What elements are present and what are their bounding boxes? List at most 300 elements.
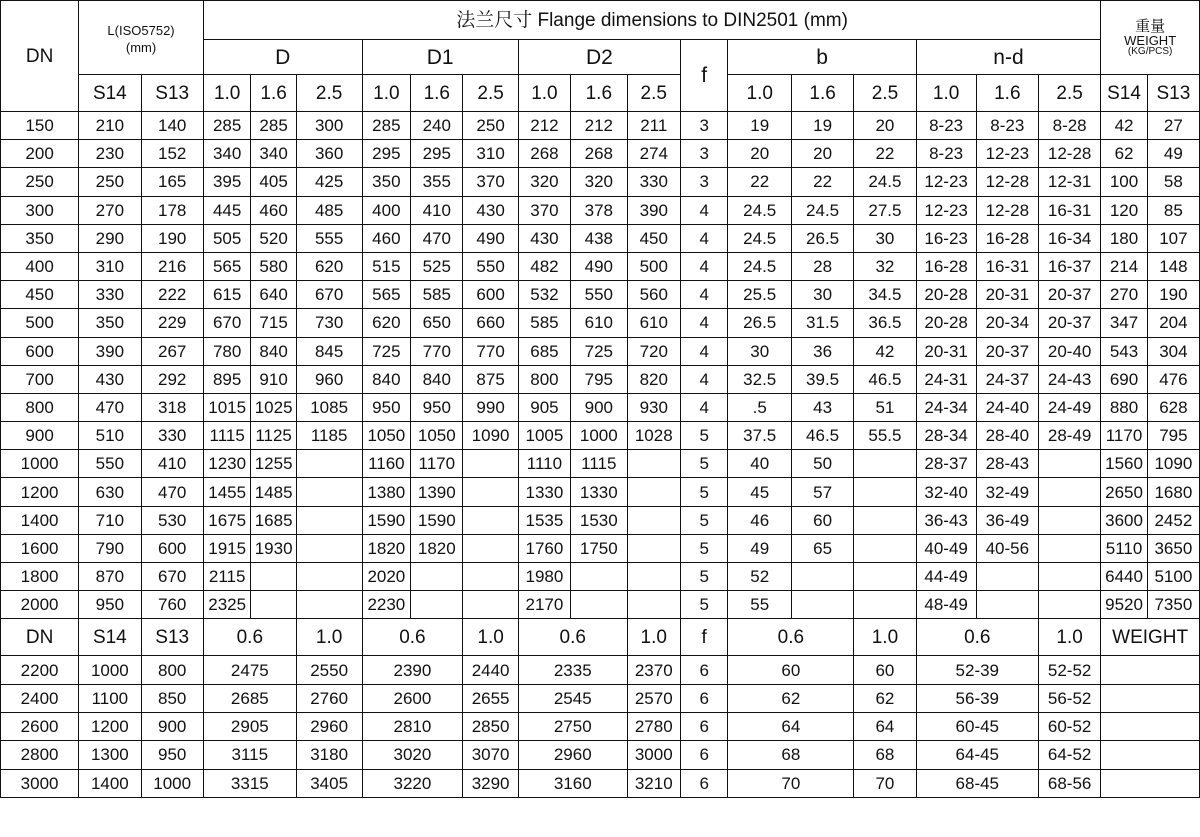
table-cell: 410 — [141, 450, 203, 478]
table-cell: 65 — [791, 534, 853, 562]
table-cell: 490 — [463, 224, 519, 252]
table-cell: 1050 — [362, 422, 411, 450]
table-cell: 330 — [79, 281, 141, 309]
table-cell: 710 — [79, 506, 141, 534]
table-cell — [570, 563, 627, 591]
table-cell: 1000 — [570, 422, 627, 450]
table-row — [1, 563, 1200, 591]
table-cell: 5 — [680, 506, 728, 534]
header-s13: S13 — [1147, 75, 1199, 112]
table-cell: 148 — [1147, 252, 1199, 280]
table-cell: 2370 — [627, 656, 680, 684]
table-cell: 4 — [680, 252, 728, 280]
table-cell: 46 — [728, 506, 791, 534]
table-cell: 470 — [79, 393, 141, 421]
table-cell: 840 — [251, 337, 296, 365]
dn-cell: 2000 — [1, 591, 79, 619]
table-cell: 36 — [791, 337, 853, 365]
table-cell: 270 — [79, 196, 141, 224]
table-cell: 1085 — [296, 393, 362, 421]
sub-header-s14: S14 — [79, 619, 141, 656]
table-cell — [296, 506, 362, 534]
table-cell: 24-37 — [976, 365, 1038, 393]
sub-header-pressure: 0.6 — [916, 619, 1038, 656]
table-row — [1, 168, 1200, 196]
table-cell: 56-52 — [1038, 684, 1100, 712]
dn-cell: 800 — [1, 393, 79, 421]
table-cell: 1485 — [251, 478, 296, 506]
table-cell: 20-40 — [1038, 337, 1100, 365]
table-cell: 610 — [627, 309, 680, 337]
table-cell: 2170 — [518, 591, 570, 619]
table-cell: 8-23 — [916, 140, 976, 168]
table-cell: 2760 — [296, 684, 362, 712]
table-cell — [463, 534, 519, 562]
table-cell: 565 — [362, 281, 411, 309]
table-cell: 2230 — [362, 591, 411, 619]
table-cell: 52-52 — [1038, 656, 1100, 684]
table-cell: 875 — [463, 365, 519, 393]
table-cell: 950 — [362, 393, 411, 421]
table-cell: 42 — [1101, 112, 1147, 140]
pressure-label: 1.0 — [203, 75, 251, 112]
table-cell: 2440 — [463, 656, 519, 684]
table-cell: 430 — [79, 365, 141, 393]
table-cell: 45 — [728, 478, 791, 506]
table-cell: 550 — [570, 281, 627, 309]
table-cell: 12-28 — [976, 196, 1038, 224]
table-cell: 320 — [518, 168, 570, 196]
table-cell: 24-34 — [916, 393, 976, 421]
weight-empty-cell — [1101, 741, 1200, 769]
table-cell: 285 — [251, 112, 296, 140]
table-row — [1, 712, 1200, 740]
table-cell: 24-43 — [1038, 365, 1100, 393]
table-cell: 2750 — [518, 712, 627, 740]
table-cell: 845 — [296, 337, 362, 365]
table-cell: 445 — [203, 196, 251, 224]
table-cell: 515 — [362, 252, 411, 280]
table-cell — [296, 591, 362, 619]
table-cell: 476 — [1147, 365, 1199, 393]
table-cell: 1300 — [79, 741, 141, 769]
table-cell: 430 — [518, 224, 570, 252]
table-cell: 3220 — [362, 769, 463, 797]
table-cell — [1038, 591, 1100, 619]
table-cell: 660 — [463, 309, 519, 337]
table-cell: 43 — [791, 393, 853, 421]
table-cell: 3210 — [627, 769, 680, 797]
table-cell: 20-28 — [916, 309, 976, 337]
group-b: b — [728, 40, 916, 75]
table-cell: 30 — [728, 337, 791, 365]
table-cell: 318 — [141, 393, 203, 421]
dn-cell: 2600 — [1, 712, 79, 740]
table-cell: 690 — [1101, 365, 1147, 393]
table-cell: 211 — [627, 112, 680, 140]
table-cell: 55.5 — [854, 422, 916, 450]
table-cell: 990 — [463, 393, 519, 421]
dn-cell: 350 — [1, 224, 79, 252]
table-cell: 3 — [680, 112, 728, 140]
table-cell: 725 — [570, 337, 627, 365]
table-cell: 36.5 — [854, 309, 916, 337]
table-cell: 1170 — [411, 450, 463, 478]
table-cell: 64-45 — [916, 741, 1038, 769]
table-cell — [791, 591, 853, 619]
table-cell — [976, 563, 1038, 591]
table-cell: 68 — [728, 741, 854, 769]
header-weight-en: WEIGHT — [1124, 32, 1177, 48]
header-weight — [1101, 1, 1200, 75]
table-cell: 3 — [680, 168, 728, 196]
table-cell: 720 — [627, 337, 680, 365]
table-cell: 44-49 — [916, 563, 976, 591]
table-cell: 600 — [141, 534, 203, 562]
group-d2: D2 — [518, 40, 680, 75]
table-cell — [627, 478, 680, 506]
table-cell: 1750 — [570, 534, 627, 562]
table-cell — [854, 506, 916, 534]
table-cell: 3405 — [296, 769, 362, 797]
table-cell — [854, 591, 916, 619]
table-cell — [296, 478, 362, 506]
table-cell: 790 — [79, 534, 141, 562]
table-cell: 1760 — [518, 534, 570, 562]
table-cell: 60 — [791, 506, 853, 534]
table-cell: 6 — [680, 712, 728, 740]
table-cell: 27 — [1147, 112, 1199, 140]
table-cell: 500 — [627, 252, 680, 280]
table-cell: 24-31 — [916, 365, 976, 393]
table-cell: 1820 — [362, 534, 411, 562]
table-cell: 6 — [680, 741, 728, 769]
table-cell: 20-37 — [976, 337, 1038, 365]
dn-cell: 1600 — [1, 534, 79, 562]
table-row — [1, 224, 1200, 252]
table-row — [1, 365, 1200, 393]
table-cell: 2960 — [296, 712, 362, 740]
table-cell: 850 — [141, 684, 203, 712]
table-cell: 550 — [79, 450, 141, 478]
table-cell: 800 — [518, 365, 570, 393]
table-cell: 274 — [627, 140, 680, 168]
table-cell: 1185 — [296, 422, 362, 450]
dn-cell: 1000 — [1, 450, 79, 478]
table-cell: 12-23 — [916, 168, 976, 196]
table-cell: 615 — [203, 281, 251, 309]
table-cell: 12-23 — [916, 196, 976, 224]
table-cell: 1400 — [79, 769, 141, 797]
table-cell: 640 — [251, 281, 296, 309]
table-cell: 16-28 — [976, 224, 1038, 252]
table-cell — [296, 450, 362, 478]
table-cell: 26.5 — [728, 309, 791, 337]
table-cell: 715 — [251, 309, 296, 337]
table-cell: 214 — [1101, 252, 1147, 280]
table-cell: 70 — [728, 769, 854, 797]
table-cell: 9520 — [1101, 591, 1147, 619]
table-cell: 370 — [463, 168, 519, 196]
pressure-label: 2.5 — [627, 75, 680, 112]
table-cell: 960 — [296, 365, 362, 393]
table-cell: 505 — [203, 224, 251, 252]
sub-header-pressure: 0.6 — [518, 619, 627, 656]
table-cell — [627, 534, 680, 562]
table-cell: 31.5 — [791, 309, 853, 337]
table-cell: 870 — [79, 563, 141, 591]
header-length-label: L(ISO5752) — [107, 22, 175, 38]
table-cell: 64 — [854, 712, 916, 740]
table-cell — [627, 591, 680, 619]
table-row — [1, 252, 1200, 280]
dn-cell: 900 — [1, 422, 79, 450]
table-cell: 24.5 — [728, 252, 791, 280]
table-cell: 22 — [854, 140, 916, 168]
table-cell: 107 — [1147, 224, 1199, 252]
table-cell — [1038, 478, 1100, 506]
table-cell: 165 — [141, 168, 203, 196]
table-cell: 1915 — [203, 534, 251, 562]
table-cell: 12-23 — [976, 140, 1038, 168]
table-row — [1, 478, 1200, 506]
table-cell: 46.5 — [791, 422, 853, 450]
table-cell: 48-49 — [916, 591, 976, 619]
table-cell — [854, 450, 916, 478]
table-cell: 32-40 — [916, 478, 976, 506]
table-cell: 5 — [680, 450, 728, 478]
table-cell: 19 — [791, 112, 853, 140]
header-s14: S14 — [79, 75, 141, 112]
dn-cell: 2400 — [1, 684, 79, 712]
table-cell: 42 — [854, 337, 916, 365]
dn-cell: 250 — [1, 168, 79, 196]
table-cell — [854, 534, 916, 562]
table-cell: 20-31 — [916, 337, 976, 365]
pressure-label: 1.0 — [916, 75, 976, 112]
pressure-label: 1.6 — [976, 75, 1038, 112]
table-cell — [411, 563, 463, 591]
table-cell: 56-39 — [916, 684, 1038, 712]
header-weight-cn: 重量 — [1135, 17, 1166, 35]
table-cell: 1930 — [251, 534, 296, 562]
table-cell: 20-28 — [916, 281, 976, 309]
table-cell: 585 — [518, 309, 570, 337]
table-cell: 620 — [362, 309, 411, 337]
table-cell: 270 — [1101, 281, 1147, 309]
table-row — [1, 393, 1200, 421]
sub-header-row — [1, 619, 1200, 656]
table-cell: 62 — [728, 684, 854, 712]
sub-header-pressure: 1.0 — [296, 619, 362, 656]
table-cell — [791, 563, 853, 591]
table-cell: 210 — [79, 112, 141, 140]
table-cell: 290 — [79, 224, 141, 252]
table-cell: 140 — [141, 112, 203, 140]
table-row — [1, 140, 1200, 168]
table-row — [1, 534, 1200, 562]
table-cell: 292 — [141, 365, 203, 393]
table-cell: 190 — [1147, 281, 1199, 309]
table-cell: 39.5 — [791, 365, 853, 393]
table-cell: 410 — [411, 196, 463, 224]
table-cell: 64-52 — [1038, 741, 1100, 769]
pressure-label: 2.5 — [854, 75, 916, 112]
table-cell: 60 — [854, 656, 916, 684]
dn-cell: 150 — [1, 112, 79, 140]
pressure-label: 1.0 — [362, 75, 411, 112]
table-cell: 555 — [296, 224, 362, 252]
table-cell: 543 — [1101, 337, 1147, 365]
table-cell: 60 — [728, 656, 854, 684]
table-cell: 347 — [1101, 309, 1147, 337]
table-cell: 1530 — [570, 506, 627, 534]
table-cell: 330 — [141, 422, 203, 450]
table-cell: 51 — [854, 393, 916, 421]
table-cell: 5 — [680, 534, 728, 562]
group-f: f — [680, 40, 728, 112]
table-cell: 880 — [1101, 393, 1147, 421]
header-dn: DN — [1, 1, 79, 112]
table-cell: 8-23 — [976, 112, 1038, 140]
table-cell — [1038, 506, 1100, 534]
table-cell: 28-40 — [976, 422, 1038, 450]
table-cell: 1980 — [518, 563, 570, 591]
table-cell: 27.5 — [854, 196, 916, 224]
pressure-label: 1.6 — [570, 75, 627, 112]
table-cell: 2020 — [362, 563, 411, 591]
dn-cell: 300 — [1, 196, 79, 224]
table-cell: 4 — [680, 196, 728, 224]
sub-header-s13: S13 — [141, 619, 203, 656]
table-cell: 2570 — [627, 684, 680, 712]
table-cell: 268 — [570, 140, 627, 168]
table-cell: 58 — [1147, 168, 1199, 196]
sub-header-pressure: 0.6 — [728, 619, 854, 656]
sub-header-pressure: 1.0 — [854, 619, 916, 656]
table-cell: 1230 — [203, 450, 251, 478]
table-cell: 37.5 — [728, 422, 791, 450]
weight-empty-cell — [1101, 656, 1200, 684]
table-row — [1, 591, 1200, 619]
table-cell: 30 — [791, 281, 853, 309]
table-cell: 1330 — [570, 478, 627, 506]
table-cell: 26.5 — [791, 224, 853, 252]
table-cell: 3000 — [627, 741, 680, 769]
table-cell: 370 — [518, 196, 570, 224]
table-cell: 5 — [680, 591, 728, 619]
dn-cell: 700 — [1, 365, 79, 393]
table-cell: 1028 — [627, 422, 680, 450]
table-cell: 430 — [463, 196, 519, 224]
table-cell — [976, 591, 1038, 619]
table-cell — [627, 563, 680, 591]
weight-empty-cell — [1101, 712, 1200, 740]
table-cell: 840 — [411, 365, 463, 393]
table-cell: 3290 — [463, 769, 519, 797]
table-cell: 900 — [141, 712, 203, 740]
dn-cell: 400 — [1, 252, 79, 280]
pressure-label: 1.0 — [728, 75, 791, 112]
table-cell: 8-28 — [1038, 112, 1100, 140]
table-cell: 2550 — [296, 656, 362, 684]
table-cell: 670 — [296, 281, 362, 309]
table-cell: 6 — [680, 769, 728, 797]
table-cell — [1038, 563, 1100, 591]
header-s13: S13 — [141, 75, 203, 112]
table-cell: 20 — [854, 112, 916, 140]
dn-cell: 1800 — [1, 563, 79, 591]
table-cell: 1170 — [1101, 422, 1147, 450]
table-cell: 1090 — [463, 422, 519, 450]
table-cell: 60-45 — [916, 712, 1038, 740]
table-cell: 320 — [570, 168, 627, 196]
table-cell: 250 — [79, 168, 141, 196]
table-cell: 770 — [411, 337, 463, 365]
table-cell: 470 — [411, 224, 463, 252]
table-cell: 930 — [627, 393, 680, 421]
table-row — [1, 450, 1200, 478]
table-cell: 5 — [680, 563, 728, 591]
table-cell: 16-23 — [916, 224, 976, 252]
table-cell: 20-34 — [976, 309, 1038, 337]
table-cell: 3 — [680, 140, 728, 168]
table-cell: 60-52 — [1038, 712, 1100, 740]
table-cell: 1000 — [79, 656, 141, 684]
table-cell: 55 — [728, 591, 791, 619]
table-cell: 6440 — [1101, 563, 1147, 591]
table-cell: 2780 — [627, 712, 680, 740]
table-cell: 250 — [463, 112, 519, 140]
header-length — [79, 1, 204, 75]
table-cell: 62 — [1101, 140, 1147, 168]
table-cell — [251, 563, 296, 591]
table-cell: 204 — [1147, 309, 1199, 337]
header-weight-unit: (KG/PCS) — [1127, 45, 1173, 57]
table-cell: 5110 — [1101, 534, 1147, 562]
table-cell — [296, 563, 362, 591]
table-cell: 1125 — [251, 422, 296, 450]
table-cell: 152 — [141, 140, 203, 168]
group-n-d: n-d — [916, 40, 1101, 75]
table-cell: 2390 — [362, 656, 463, 684]
table-cell: 340 — [251, 140, 296, 168]
table-cell — [854, 478, 916, 506]
table-cell: 350 — [362, 168, 411, 196]
table-cell: 20 — [728, 140, 791, 168]
table-cell: 490 — [570, 252, 627, 280]
dn-cell: 500 — [1, 309, 79, 337]
table-cell: 770 — [463, 337, 519, 365]
table-cell: 190 — [141, 224, 203, 252]
table-cell: 6 — [680, 656, 728, 684]
table-row — [1, 112, 1200, 140]
table-cell: 2475 — [203, 656, 296, 684]
dn-cell: 2200 — [1, 656, 79, 684]
table-cell: 1330 — [518, 478, 570, 506]
table-cell: 52 — [728, 563, 791, 591]
dn-cell: 200 — [1, 140, 79, 168]
table-row — [1, 769, 1200, 797]
table-cell — [463, 450, 519, 478]
table-cell: 3600 — [1101, 506, 1147, 534]
table-cell: 350 — [79, 309, 141, 337]
table-cell: 550 — [463, 252, 519, 280]
pressure-label: 2.5 — [463, 75, 519, 112]
table-cell: 610 — [570, 309, 627, 337]
table-cell: 24-40 — [976, 393, 1038, 421]
table-cell: 795 — [1147, 422, 1199, 450]
